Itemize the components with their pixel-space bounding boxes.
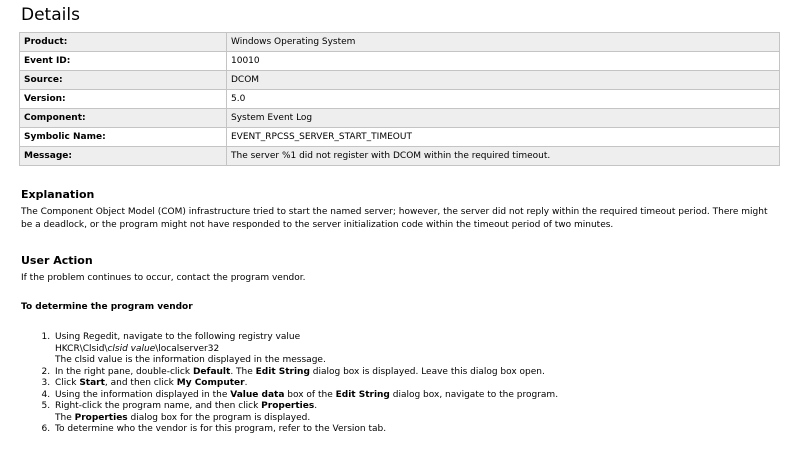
ui-term: My Computer — [176, 378, 245, 388]
ui-term: Properties — [261, 401, 315, 411]
detail-label: Symbolic Name: — [20, 128, 227, 147]
step-text: dialog box is displayed. Leave this dialog box open. — [309, 366, 545, 377]
table-row — [20, 33, 780, 52]
step-text: . — [314, 401, 318, 411]
registry-path-part: HKCR\Clsid\ — [55, 343, 108, 354]
table-row — [20, 109, 780, 128]
list-item — [53, 390, 793, 402]
detail-value: 10010 — [227, 52, 780, 71]
step-text: The — [55, 412, 75, 423]
detail-value: System Event Log — [227, 109, 780, 128]
step-text: dialog box, navigate to the program. — [389, 389, 559, 400]
ui-term: Value data — [230, 389, 285, 400]
detail-value: EVENT_RPCSS_SERVER_START_TIMEOUT — [227, 128, 780, 147]
table-row — [20, 52, 780, 71]
list-item — [53, 424, 793, 436]
procedure-steps — [21, 332, 793, 436]
step-text: box of the — [284, 389, 336, 400]
detail-label: Event ID: — [20, 52, 227, 71]
ui-term: Start — [79, 378, 105, 388]
registry-path-variable: clsid value — [107, 343, 156, 354]
explanation-section — [21, 188, 781, 232]
step-text: Right-click the program name, and then click — [55, 401, 262, 411]
list-item — [53, 378, 793, 390]
step-text: , and then click — [104, 378, 177, 388]
table-row — [20, 71, 780, 90]
table-row — [20, 147, 780, 166]
detail-label: Source: — [20, 71, 227, 90]
ui-term: Edit String — [255, 366, 310, 377]
ui-term: Properties — [74, 412, 128, 423]
registry-path — [55, 344, 793, 356]
ui-term: Edit String — [335, 389, 390, 400]
detail-value: Windows Operating System — [227, 33, 780, 52]
list-item — [53, 401, 793, 424]
page-title: Details — [21, 5, 80, 25]
list-item — [53, 367, 793, 379]
detail-label: Component: — [20, 109, 227, 128]
step-text: dialog box for the program is displayed. — [127, 412, 311, 423]
procedure-heading: To determine the program vendor — [21, 302, 193, 312]
user-action-text: If the problem continues to occur, contact the program vendor. — [21, 273, 306, 283]
detail-value: DCOM — [227, 71, 780, 90]
detail-label: Message: — [20, 147, 227, 166]
detail-label: Version: — [20, 90, 227, 109]
step-text: Using the information displayed in the — [55, 389, 231, 400]
explanation-text: The Component Object Model (COM) infrastructure tried to start the named server; however, the server did not reply within the required timeout period. There might be a deadlock, or the program might not have responded to the server initialization code within the timeout period of two minutes. — [21, 207, 768, 230]
detail-label: Product: — [20, 33, 227, 52]
ui-term: Default — [192, 366, 231, 377]
step-text: 1. Using Regedit, navigate to the following registry value — [55, 332, 301, 342]
list-item — [53, 332, 793, 367]
step-text: In the right pane, double-click — [55, 366, 193, 377]
detail-value: 5.0 — [227, 90, 780, 109]
step-note: The clsid value is the information displayed in the message. — [55, 355, 326, 365]
table-row — [20, 90, 780, 109]
procedure-section — [21, 302, 193, 312]
step-note — [55, 413, 793, 425]
step-text: To determine who the vendor is for this program, refer to the Version tab. — [55, 424, 387, 434]
explanation-heading: Explanation — [21, 188, 95, 201]
user-action-section — [21, 254, 781, 285]
details-table — [19, 32, 780, 166]
step-text: . The — [230, 366, 256, 377]
registry-path-part: \localserver32 — [155, 343, 220, 354]
table-row — [20, 128, 780, 147]
detail-value: The server %1 did not register with DCOM within the required timeout. — [227, 147, 780, 166]
user-action-heading: User Action — [21, 254, 93, 267]
step-text: . — [244, 378, 248, 388]
step-text: Click — [55, 378, 80, 388]
step-line — [55, 401, 793, 413]
